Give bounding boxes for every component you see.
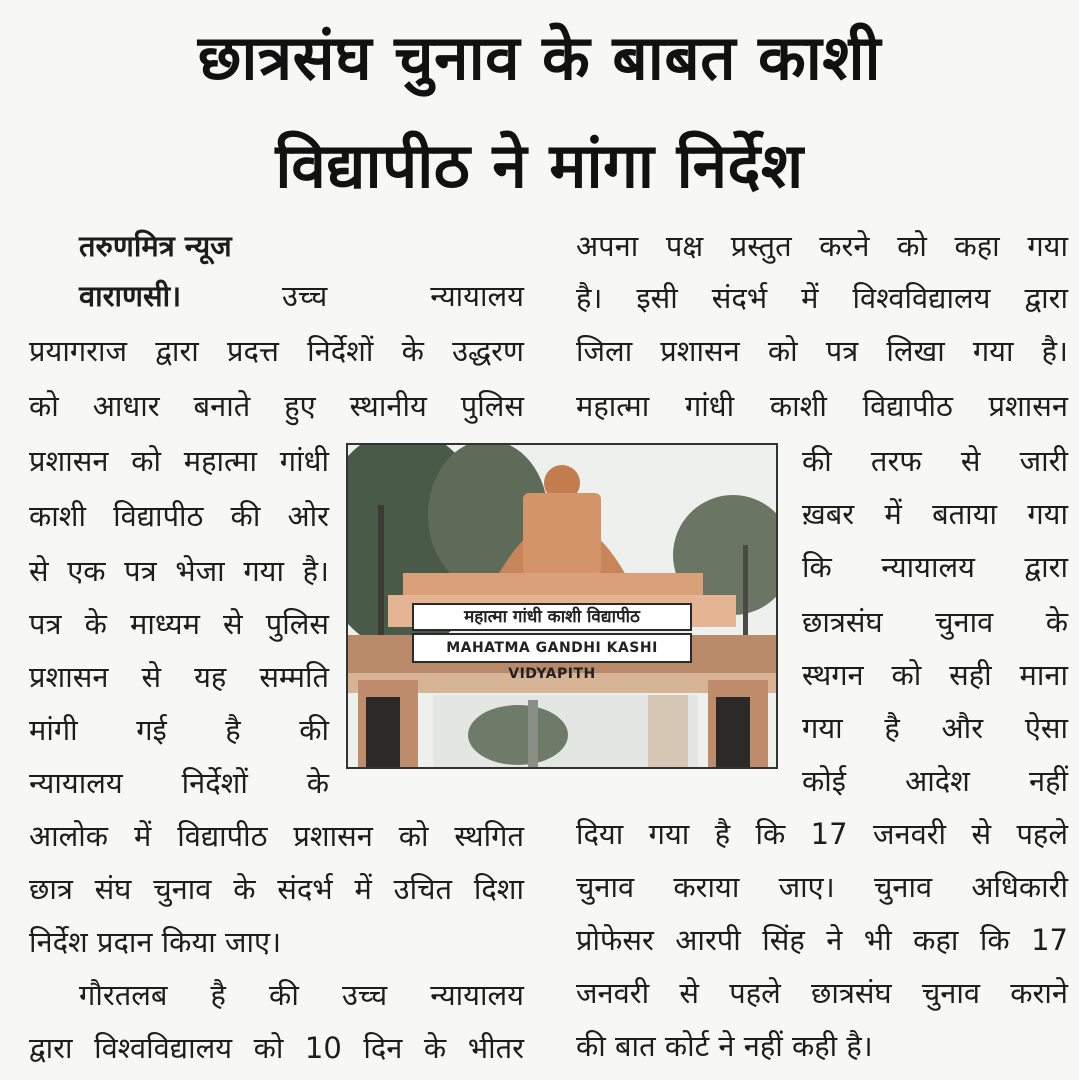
right-line-8: छात्रसंघ चुनाव के	[802, 605, 1068, 639]
right-line-5: की तरफ से जारी	[802, 444, 1068, 478]
right-line-14: प्रोफेसर आरपी सिंह ने भी कहा कि 17	[576, 923, 1068, 957]
left-line-15: द्वारा विश्वविद्यालय को 10 दिन के भीतर	[29, 1031, 524, 1065]
right-line-12: दिया गया है कि 17 जनवरी से पहले	[576, 817, 1068, 851]
right-line-1: अपना पक्ष प्रस्तुत करने को कहा गया	[576, 229, 1068, 263]
left-line-5: काशी विद्यापीठ की ओर	[29, 499, 329, 533]
left-line-3: को आधार बनाते हुए स्थानीय पुलिस	[29, 389, 524, 423]
sign-english: MAHATMA GANDHI KASHI VIDYAPITH	[412, 633, 692, 663]
left-line-12: छात्र संघ चुनाव के संदर्भ में उचित दिशा	[29, 872, 524, 906]
right-line-9: स्थगन को सही माना	[802, 658, 1068, 692]
headline-line-2: विद्यापीठ ने मांगा निर्देश	[275, 129, 804, 202]
headline-line-1: छात्रसंघ चुनाव के बाबत काशी	[197, 21, 882, 94]
right-line-11: कोई आदेश नहीं	[802, 764, 1068, 798]
right-line-4: महात्मा गांधी काशी विद्यापीठ प्रशासन	[576, 389, 1068, 423]
right-line-13: चुनाव कराया जाए। चुनाव अधिकारी	[576, 870, 1068, 904]
byline-source: तरुणमित्र न्यूज	[79, 229, 232, 263]
left-line-1: उच्च न्यायालय	[282, 279, 524, 313]
right-line-2: है। इसी संदर्भ में विश्वविद्यालय द्वारा	[576, 281, 1068, 315]
left-line-7: पत्र के माध्यम से पुलिस	[29, 607, 329, 641]
byline-dateline: वाराणसी।	[79, 279, 182, 313]
right-line-6: ख़बर में बताया गया	[802, 497, 1068, 531]
left-line-14: गौरतलब है की उच्च न्यायालय	[79, 978, 524, 1012]
right-line-16: की बात कोर्ट ने नहीं कही है।	[576, 1029, 873, 1063]
left-line-4: प्रशासन को महात्मा गांधी	[29, 444, 329, 478]
right-line-3: जिला प्रशासन को पत्र लिखा गया है।	[576, 334, 1068, 368]
right-line-7: कि न्यायालय द्वारा	[802, 550, 1068, 584]
left-line-6: से एक पत्र भेजा गया है।	[29, 554, 329, 588]
right-line-15: जनवरी से पहले छात्रसंघ चुनाव कराने	[576, 976, 1068, 1010]
sign-hindi: महात्मा गांधी काशी विद्यापीठ	[412, 603, 692, 631]
left-line-2: प्रयागराज द्वारा प्रदत्त निर्देशों के उद्धरण	[29, 334, 524, 368]
right-line-10: गया है और ऐसा	[802, 711, 1068, 745]
left-line-9: मांगी गई है की	[29, 713, 329, 747]
left-line-10: न्यायालय निर्देशों के	[29, 766, 329, 800]
left-line-11: आलोक में विद्यापीठ प्रशासन को स्थगित	[29, 819, 524, 853]
left-line-13: निर्देश प्रदान किया जाए।	[29, 925, 282, 959]
left-line-8: प्रशासन से यह सम्मति	[29, 660, 329, 694]
